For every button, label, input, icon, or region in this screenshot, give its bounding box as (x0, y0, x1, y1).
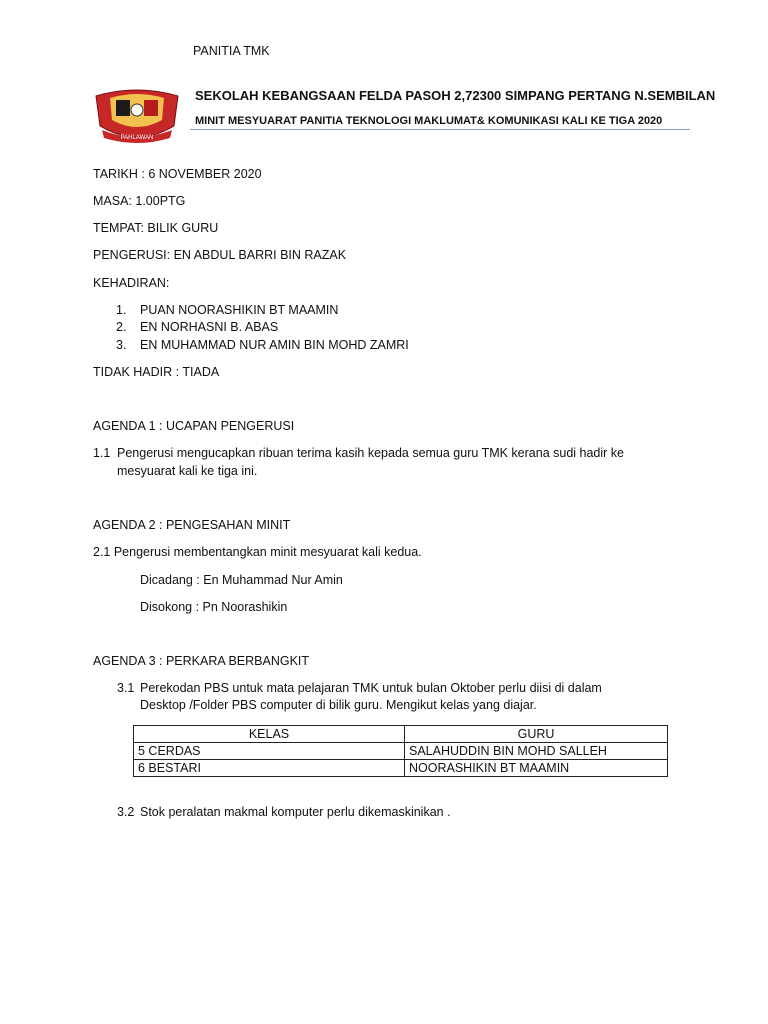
panitia-label: PANITIA TMK (193, 44, 270, 58)
agenda-3-item1-line1: Perekodan PBS untuk mata pelajaran TMK untuk bulan Oktober perlu diisi di dalam (140, 681, 602, 695)
table-header-row (134, 726, 668, 743)
table-cell-guru: SALAHUDDIN BIN MOHD SALLEH (405, 743, 668, 760)
agenda-1-title: AGENDA 1 : UCAPAN PENGERUSI (93, 419, 295, 433)
dicadang: Dicadang : En Muhammad Nur Amin (140, 573, 343, 587)
header-divider (190, 129, 690, 130)
agenda-2-item: 2.1 Pengerusi membentangkan minit mesyuarat kali kedua. (93, 545, 422, 559)
agenda-2-title: AGENDA 2 : PENGESAHAN MINIT (93, 518, 291, 532)
attendee-number: 3. (116, 338, 127, 352)
agenda-1-item-number: 1.1 (93, 446, 111, 460)
tarikh: TARIKH : 6 NOVEMBER 2020 (93, 167, 262, 181)
table-cell-guru: NOORASHIKIN BT MAAMIN (405, 760, 668, 777)
tidak-hadir: TIDAK HADIR : TIADA (93, 365, 220, 379)
school-logo (92, 86, 182, 144)
table-header-guru: GURU (405, 726, 668, 743)
agenda-1-text-line2: mesyuarat kali ke tiga ini. (117, 464, 258, 478)
pengerusi: PENGERUSI: EN ABDUL BARRI BIN RAZAK (93, 248, 347, 262)
school-name: SEKOLAH KEBANGSAAN FELDA PASOH 2,72300 SIMPANG PERTANG N.SEMBILAN (195, 88, 716, 103)
tempat: TEMPAT: BILIK GURU (93, 221, 219, 235)
agenda-3-item1-line2: Desktop /Folder PBS computer di bilik guru. Mengikut kelas yang diajar. (140, 698, 537, 712)
attendee-name: PUAN NOORASHIKIN BT MAAMIN (140, 303, 339, 317)
kelas-guru-table (133, 725, 668, 777)
attendee-number: 2. (116, 320, 127, 334)
agenda-3-item2: Stok peralatan makmal komputer perlu dikemaskinikan . (140, 805, 451, 819)
agenda-1-text-line1: Pengerusi mengucapkan ribuan terima kasih kepada semua guru TMK kerana sudi hadir ke (117, 446, 625, 460)
agenda-3-title: AGENDA 3 : PERKARA BERBANGKIT (93, 654, 310, 668)
table-row (134, 760, 668, 777)
minit-title: MINIT MESYUARAT PANITIA TEKNOLOGI MAKLUMAT& KOMUNIKASI KALI KE TIGA 2020 (195, 115, 663, 127)
table-cell-kelas: 6 BESTARI (134, 760, 405, 777)
logo-banner-text: PAHLAWAN (120, 135, 154, 141)
agenda-3-item1-number: 3.1 (117, 681, 135, 695)
table-cell-kelas: 5 CERDAS (134, 743, 405, 760)
attendee-name: EN NORHASNI B. ABAS (140, 320, 279, 334)
kehadiran-label: KEHADIRAN: (93, 276, 170, 290)
attendee-number: 1. (116, 303, 127, 317)
disokong: Disokong : Pn Noorashikin (140, 600, 288, 614)
agenda-3-item2-number: 3.2 (117, 805, 135, 819)
table-header-kelas: KELAS (134, 726, 405, 743)
table-row (134, 743, 668, 760)
attendee-name: EN MUHAMMAD NUR AMIN BIN MOHD ZAMRI (140, 338, 409, 352)
masa: MASA: 1.00PTG (93, 194, 186, 208)
